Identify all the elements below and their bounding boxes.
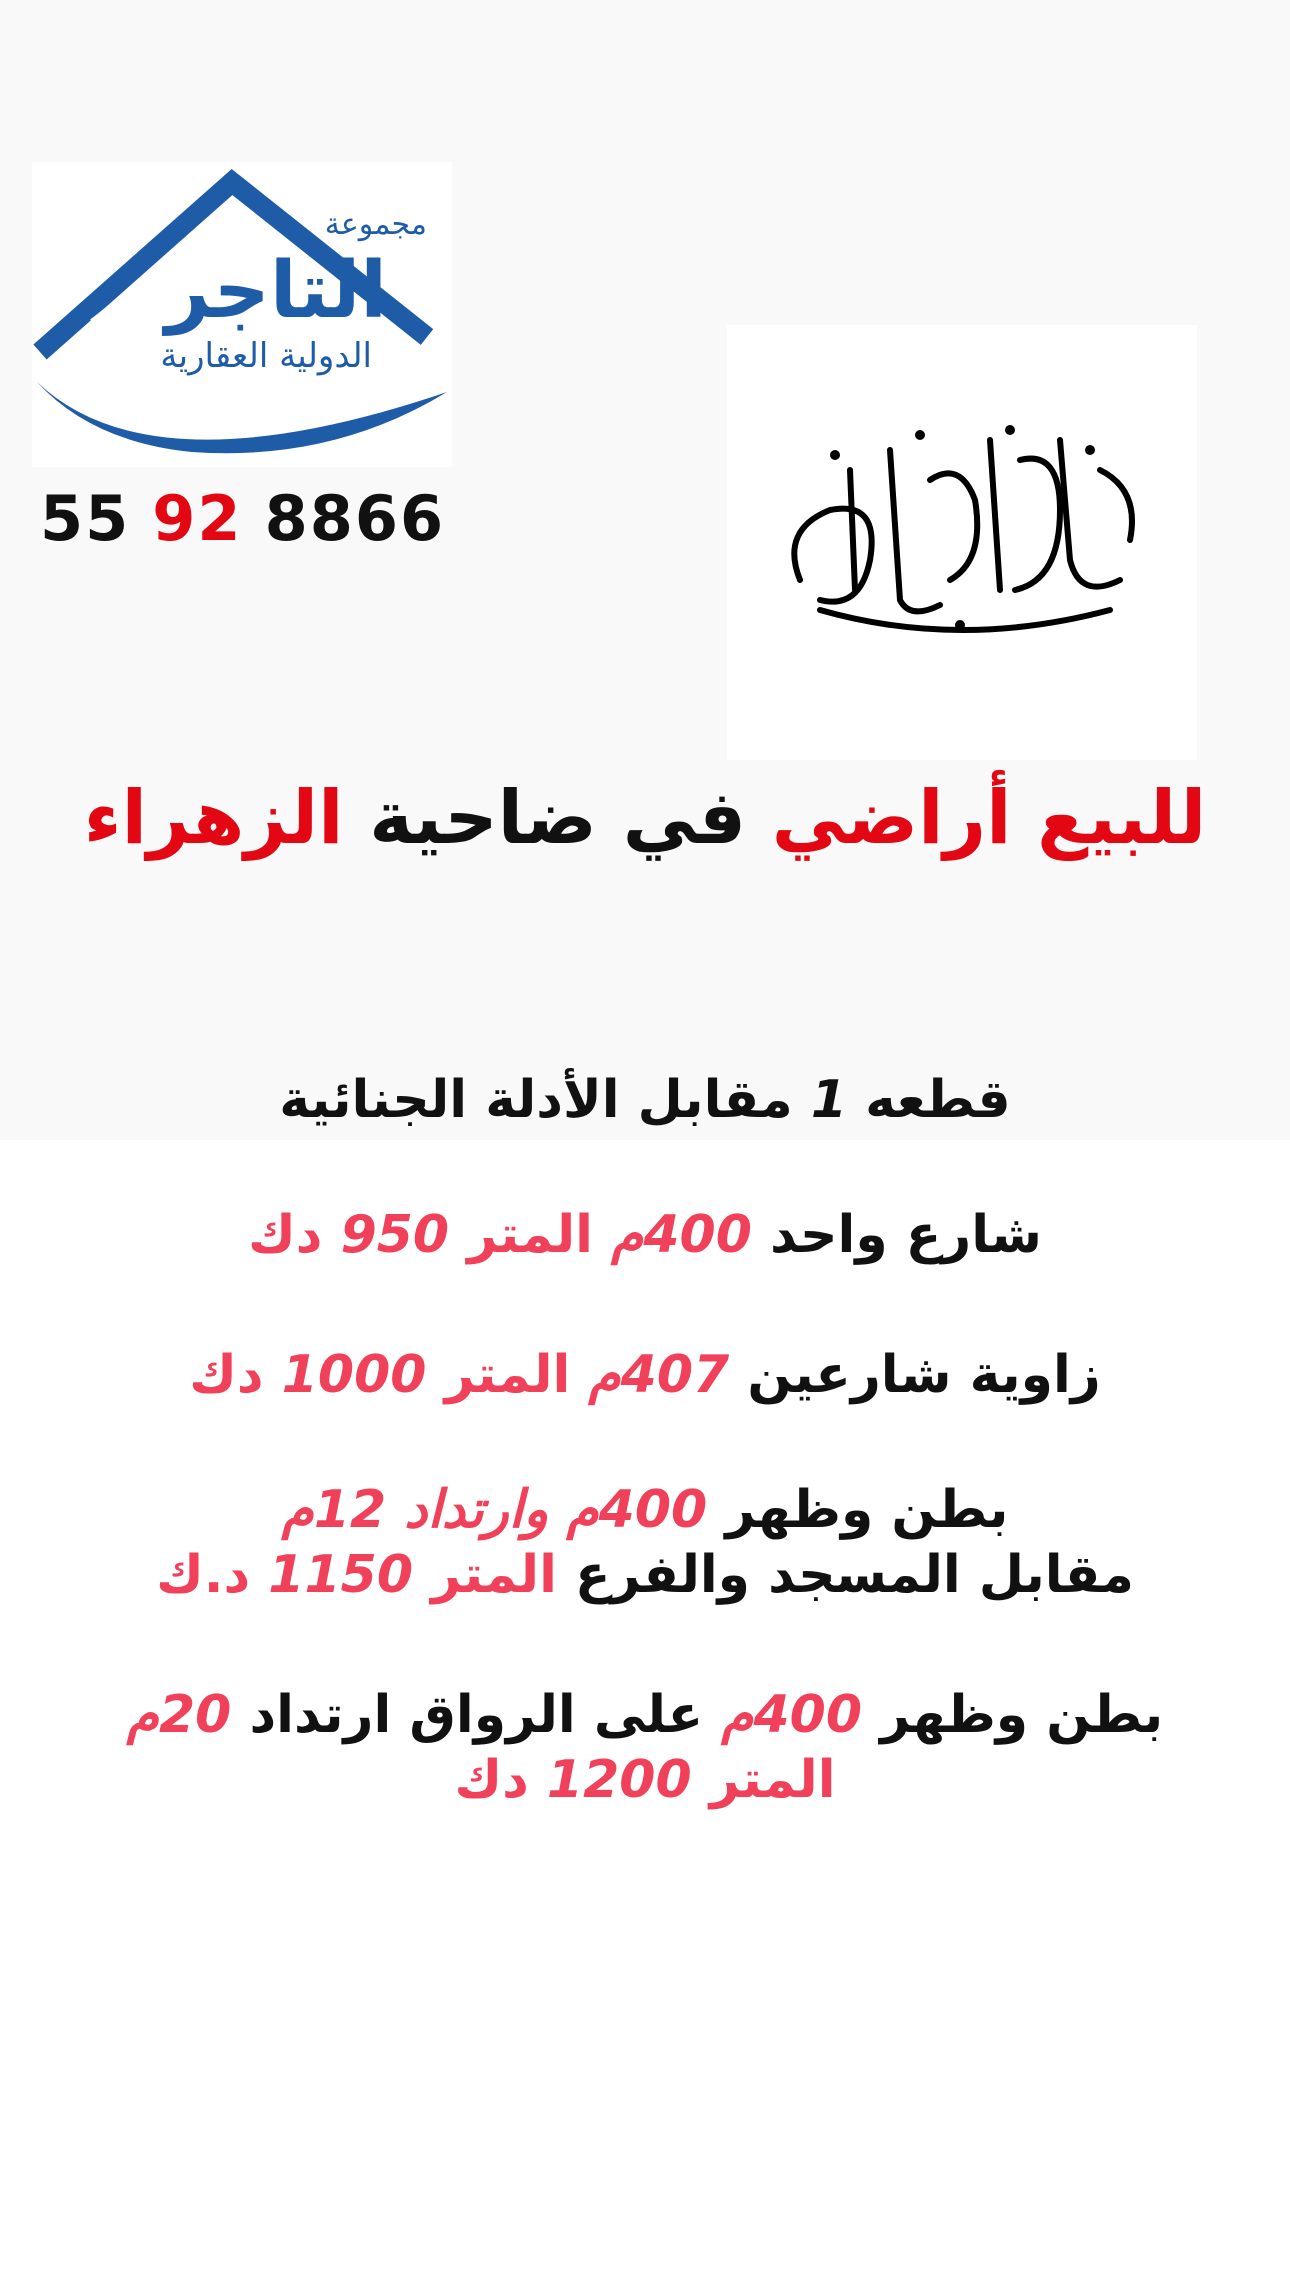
phone-number[interactable]: [40, 482, 460, 555]
item3-area: 400م: [566, 1480, 708, 1540]
item2-price-label: المتر: [444, 1345, 571, 1405]
item1-currency: دك: [248, 1205, 323, 1265]
listing-item-3-line-1: [0, 1480, 1290, 1540]
block-prefix: قطعه: [865, 1070, 1011, 1130]
logo-brand-name: التاجر: [165, 246, 387, 336]
listing-item-1: [0, 1205, 1290, 1265]
headline-word-in-suburb: في ضاحية: [369, 775, 747, 861]
wave-icon: [37, 382, 447, 453]
item1-area: 400م: [611, 1205, 752, 1265]
item4-price-label: المتر: [709, 1750, 836, 1810]
item4-currency: دك: [454, 1750, 529, 1810]
headline: [0, 775, 1290, 861]
item3-price: 1150: [268, 1545, 414, 1605]
listing-item-3-line-2: [0, 1545, 1290, 1605]
block-label: [0, 1070, 1290, 1130]
block-number: 1: [810, 1070, 848, 1130]
listing-item-4-line-1: [0, 1685, 1290, 1745]
greeting-calligraphy: [760, 410, 1160, 650]
item4-extra: على الرواق ارتداد: [249, 1685, 704, 1745]
item2-currency: دك: [189, 1345, 264, 1405]
headline-word-lands: أراضي: [771, 775, 1012, 861]
item4-price: 1200: [546, 1750, 692, 1810]
logo-group-label: مجموعة: [324, 207, 427, 242]
item4-description: بطن وظهر: [880, 1685, 1164, 1745]
listing-item-4-line-2: [0, 1750, 1290, 1810]
block-suffix: مقابل الأدلة الجنائية: [279, 1070, 793, 1130]
listing-item-2: [0, 1345, 1290, 1405]
item3-line2-desc: مقابل المسجد والفرع: [575, 1545, 1134, 1605]
item2-price: 1000: [281, 1345, 427, 1405]
item3-price-label: المتر: [431, 1545, 557, 1605]
item3-description: بطن وظهر: [725, 1480, 1009, 1540]
item4-area: 400م: [721, 1685, 863, 1745]
headline-word-zahra: الزهراء: [83, 775, 344, 861]
item1-price: 950: [340, 1205, 450, 1265]
item2-area: 407م: [588, 1345, 730, 1405]
item1-description: شارع واحد: [769, 1205, 1042, 1265]
item2-description: زاوية شارعين: [747, 1345, 1101, 1405]
phone-part-3: 8866: [264, 482, 446, 555]
logo-tagline: الدولية العقارية: [160, 336, 372, 376]
item3-currency: د.ك: [156, 1545, 251, 1605]
phone-part-1: 55: [40, 482, 131, 555]
item1-price-label: المتر: [467, 1205, 594, 1265]
item4-setback: 20م: [126, 1685, 232, 1745]
item3-setback: وارتداد 12م: [281, 1480, 549, 1540]
company-logo: [32, 162, 452, 467]
headline-word-sale: للبيع: [1037, 775, 1207, 861]
phone-part-2: 92: [152, 482, 243, 555]
